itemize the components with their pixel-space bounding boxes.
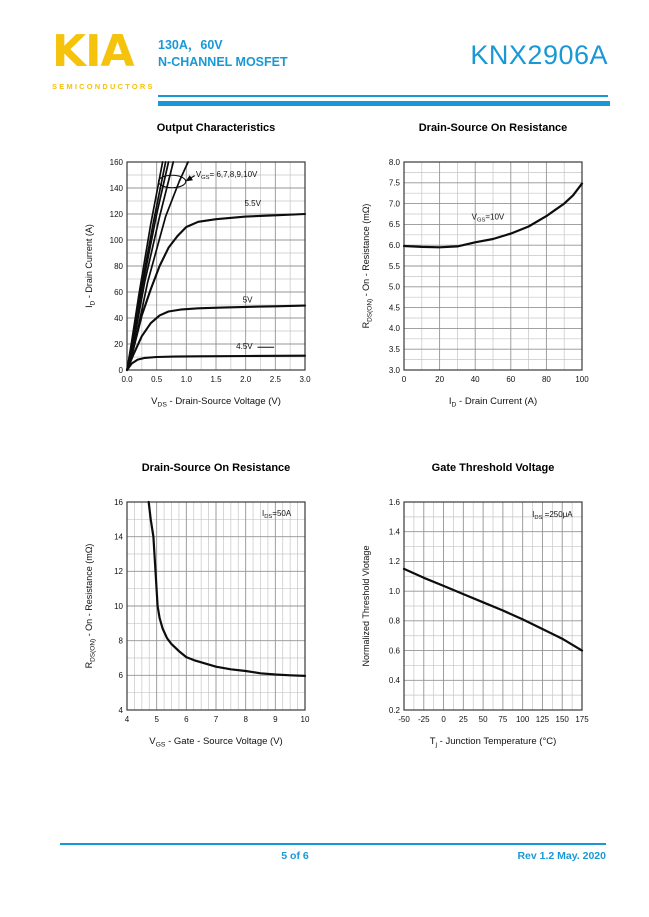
x-tick-label: 80 (541, 375, 551, 384)
y-tick-label: 16 (114, 497, 123, 507)
annotation: $I_{DS} =250\mu A$ (532, 509, 573, 522)
y-tick-label: 1.6 (388, 497, 400, 507)
header-rule-thin (158, 95, 608, 97)
y-tick-label: 4.5 (388, 303, 400, 313)
x-axis-title: $T_j$ - Junction Temperature (°C) (429, 736, 557, 749)
y-tick-label: 5.5 (388, 261, 400, 271)
y-tick-label: 1.0 (388, 586, 400, 596)
footer-rule (60, 843, 606, 845)
x-tick-label: 75 (498, 715, 508, 724)
x-tick-label: 50 (478, 715, 488, 724)
chart-title: Drain-Source On Resistance (141, 462, 291, 474)
y-tick-label: 20 (114, 339, 123, 349)
chart-on-resistance-vs-vgs (81, 462, 319, 754)
chart-on-resistance-vs-current (358, 122, 596, 414)
annotation: 4.5V (236, 342, 253, 352)
gate-threshold-voltage-plot (358, 488, 596, 754)
x-tick-label: 5 (154, 715, 159, 724)
chart-title: Output Characteristics (156, 122, 276, 134)
y-tick-label: 140 (109, 183, 123, 193)
x-tick-label: 25 (458, 715, 468, 724)
x-tick-label: 1.5 (210, 375, 222, 384)
part-number: KNX2906A (470, 40, 608, 70)
y-axis-title: $R_{DS(ON)}$ - On - Resistance (mΩ) (84, 543, 97, 669)
y-tick-label: 40 (114, 313, 123, 323)
kia-logo: KIA (52, 26, 134, 77)
x-tick-label: 0 (401, 375, 407, 384)
x-tick-label: 175 (575, 715, 589, 724)
chart-output-characteristics (81, 122, 319, 414)
y-tick-label: 80 (114, 261, 123, 271)
y-tick-label: 8.0 (388, 157, 400, 167)
header-rule-thick (158, 101, 610, 106)
part-description (158, 37, 288, 71)
y-tick-label: 1.4 (388, 527, 400, 537)
chart-title: Gate Threshold Voltage (431, 462, 555, 474)
x-tick-label: 3.0 (299, 375, 311, 384)
x-tick-label: 1.0 (180, 375, 192, 384)
x-tick-label: 10 (300, 715, 310, 724)
y-tick-label: 120 (109, 209, 123, 219)
y-tick-label: 8 (118, 636, 123, 646)
y-tick-label: 100 (109, 235, 123, 245)
part-type: N-CHANNEL MOSFET (158, 55, 288, 69)
y-tick-label: 3.5 (388, 345, 400, 354)
x-tick-label: 40 (470, 375, 480, 384)
chart-title: Drain-Source On Resistance (418, 122, 568, 134)
y-axis-title: Normalized Threshold Vlotage (361, 545, 371, 667)
x-tick-label: 150 (555, 715, 569, 724)
y-tick-label: 6.5 (388, 220, 400, 230)
y-tick-label: 0.6 (388, 646, 400, 656)
y-tick-label: 6.0 (388, 241, 400, 250)
x-tick-label: 20 (435, 375, 445, 384)
annotation: 5V (242, 295, 253, 305)
x-tick-label: 2.0 (240, 375, 252, 384)
x-tick-label: 60 (506, 375, 516, 384)
on-resistance-vs-current-plot (358, 148, 596, 414)
y-tick-label: 4.0 (388, 324, 400, 334)
callout-arrow (186, 176, 194, 181)
annotation: $V_{GS}= 6,7,8,9,10V$ (195, 169, 258, 182)
x-tick-label: 100 (575, 375, 589, 384)
x-tick-label: 2.5 (269, 375, 281, 384)
y-axis-title: $R_{DS(ON)}$ - On - Resistance (mΩ) (361, 203, 374, 329)
y-tick-label: 14 (114, 532, 123, 542)
annotation: $I_{DS}=50A$ (261, 508, 292, 521)
x-tick-label: 7 (213, 715, 219, 724)
kia-logo-subtext: SEMICONDUCTORS (52, 82, 155, 91)
x-tick-label: 0 (441, 715, 446, 724)
y-tick-label: 6 (118, 671, 123, 681)
chart-gate-threshold-voltage (358, 462, 596, 754)
x-axis-title: $V_{DS}$ - Drain-Source Voltage (V) (151, 396, 281, 409)
x-tick-label: 9 (273, 715, 278, 724)
on-resistance-vs-vgs-plot (81, 488, 319, 754)
x-tick-label: 8 (243, 715, 248, 724)
x-tick-label: 0.0 (121, 375, 133, 384)
part-rating: 130A，60V (158, 38, 223, 52)
footer-page-number: 5 of 6 (281, 850, 309, 862)
y-tick-label: 1.2 (388, 557, 400, 567)
y-tick-label: 10 (114, 601, 123, 611)
callout-ellipse (158, 175, 185, 187)
x-axis-title: $I_D$ - Drain Current (A) (448, 396, 538, 409)
x-tick-label: -50 (398, 715, 410, 724)
annotation: 5.5V (244, 199, 261, 209)
x-tick-label: -25 (417, 715, 430, 724)
footer-revision: Rev 1.2 May. 2020 (517, 850, 606, 862)
y-axis-title: $I_D$ - Drain Current (A) (84, 224, 97, 308)
y-tick-label: 160 (109, 157, 123, 167)
y-tick-label: 0 (118, 365, 123, 375)
y-tick-label: 60 (114, 287, 123, 297)
x-axis-title: $V_{GS}$ - Gate - Source Voltage (V) (149, 736, 283, 749)
y-tick-label: 7.0 (388, 199, 400, 209)
annotation: $V_{GS}=10V$ (471, 212, 505, 224)
x-tick-label: 6 (184, 715, 189, 724)
y-tick-label: 12 (114, 567, 123, 577)
x-tick-label: 4 (124, 715, 130, 724)
y-tick-label: 7.5 (388, 178, 400, 188)
y-tick-label: 0.4 (388, 676, 400, 686)
y-tick-label: 0.8 (388, 616, 400, 626)
y-tick-label: 0.2 (388, 705, 400, 715)
x-tick-label: 0.5 (151, 375, 163, 384)
x-tick-label: 125 (535, 715, 550, 724)
x-tick-label: 100 (515, 715, 530, 724)
y-tick-label: 5.0 (388, 282, 400, 292)
y-tick-label: 4 (118, 705, 123, 715)
y-tick-label: 3.0 (388, 365, 400, 375)
output-characteristics-plot (81, 148, 319, 414)
